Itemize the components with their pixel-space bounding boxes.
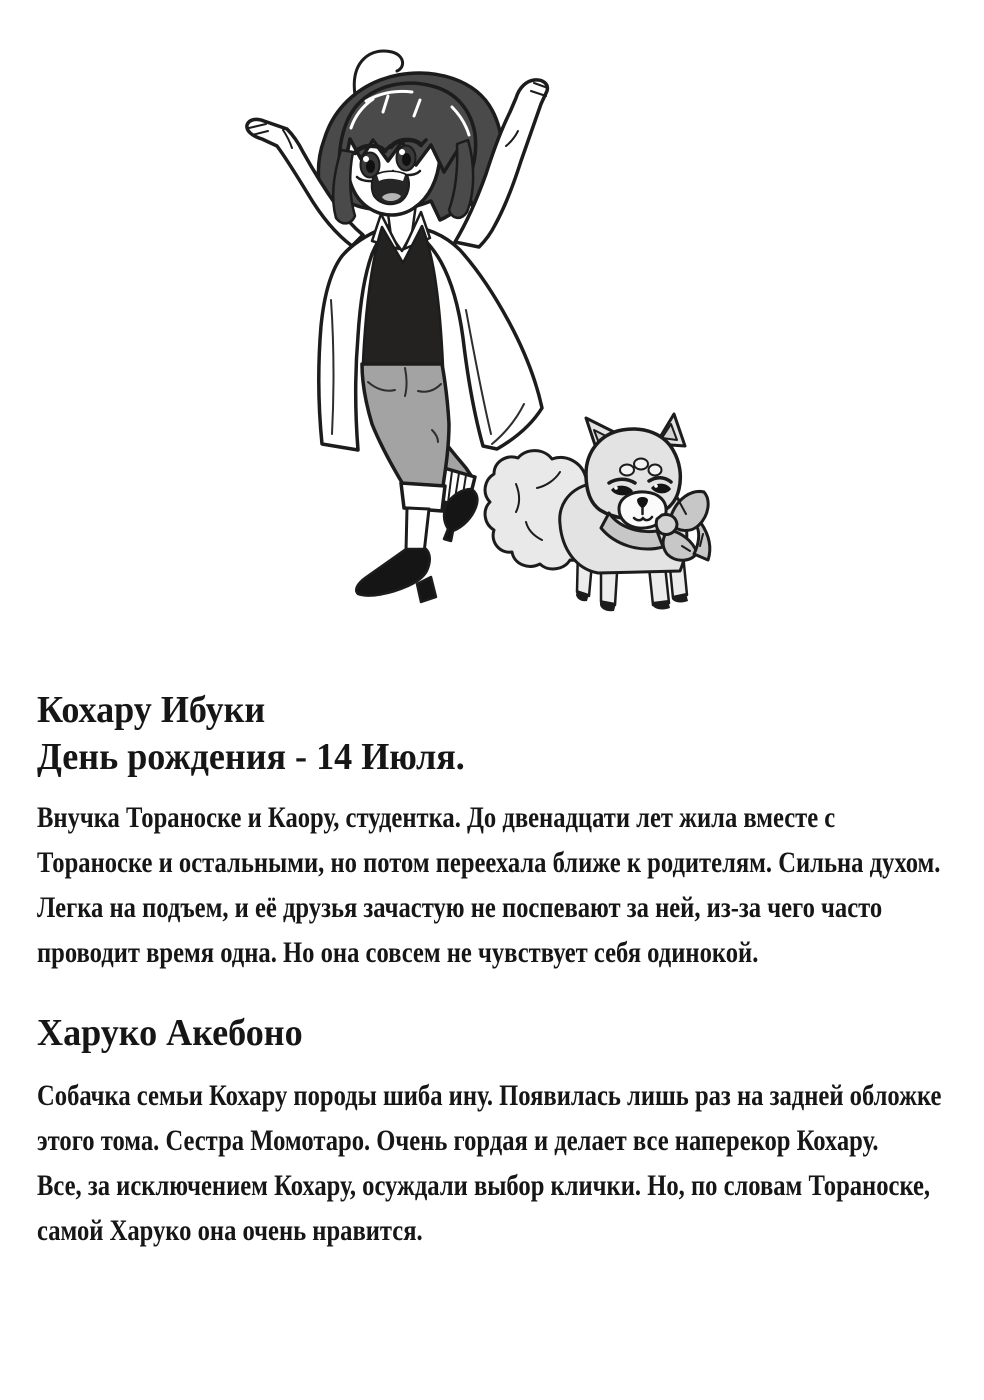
koharu-description [37,795,940,975]
koharu-heading [37,687,465,781]
description-line: Все, за исключением Кохару, осуждали выбор клички. Но, по словам Тораноске, [37,1169,931,1202]
description-line: Легка на подъем, и её друзья зачастую не поспевают за ней, из-за чего часто [37,891,883,924]
haruko-heading [37,1010,303,1057]
sock [406,508,429,553]
character-illustration [0,0,984,660]
girl-front-foot [356,508,436,602]
character-name: Харуко Акебоно [37,1012,303,1054]
haruko-description [37,1073,941,1253]
girl-mouth [372,171,409,204]
character-birthday: День рождения - 14 Июля. [37,736,465,778]
description-line: проводит время одна. Но она совсем не чувствует себя одинокой. [37,936,759,969]
description-line: самой Харуко она очень нравится. [37,1214,423,1247]
character-name: Кохару Ибуки [37,689,266,731]
description-line: Внучка Тораноске и Каору, студентка. До двенадцати лет жила вместе с [37,801,836,834]
description-line: Тораноске и остальными, но потом переехала ближе к родителям. Сильна духом. [37,846,941,879]
dog-illustration [485,414,710,611]
description-line: Собачка семьи Кохару породы шиба ину. Появилась лишь раз на задней обложке [37,1079,942,1112]
description-line: этого тома. Сестра Момотаро. Очень гордая и делает все наперекор Кохару. [37,1124,879,1157]
girl-jeans [362,364,449,511]
